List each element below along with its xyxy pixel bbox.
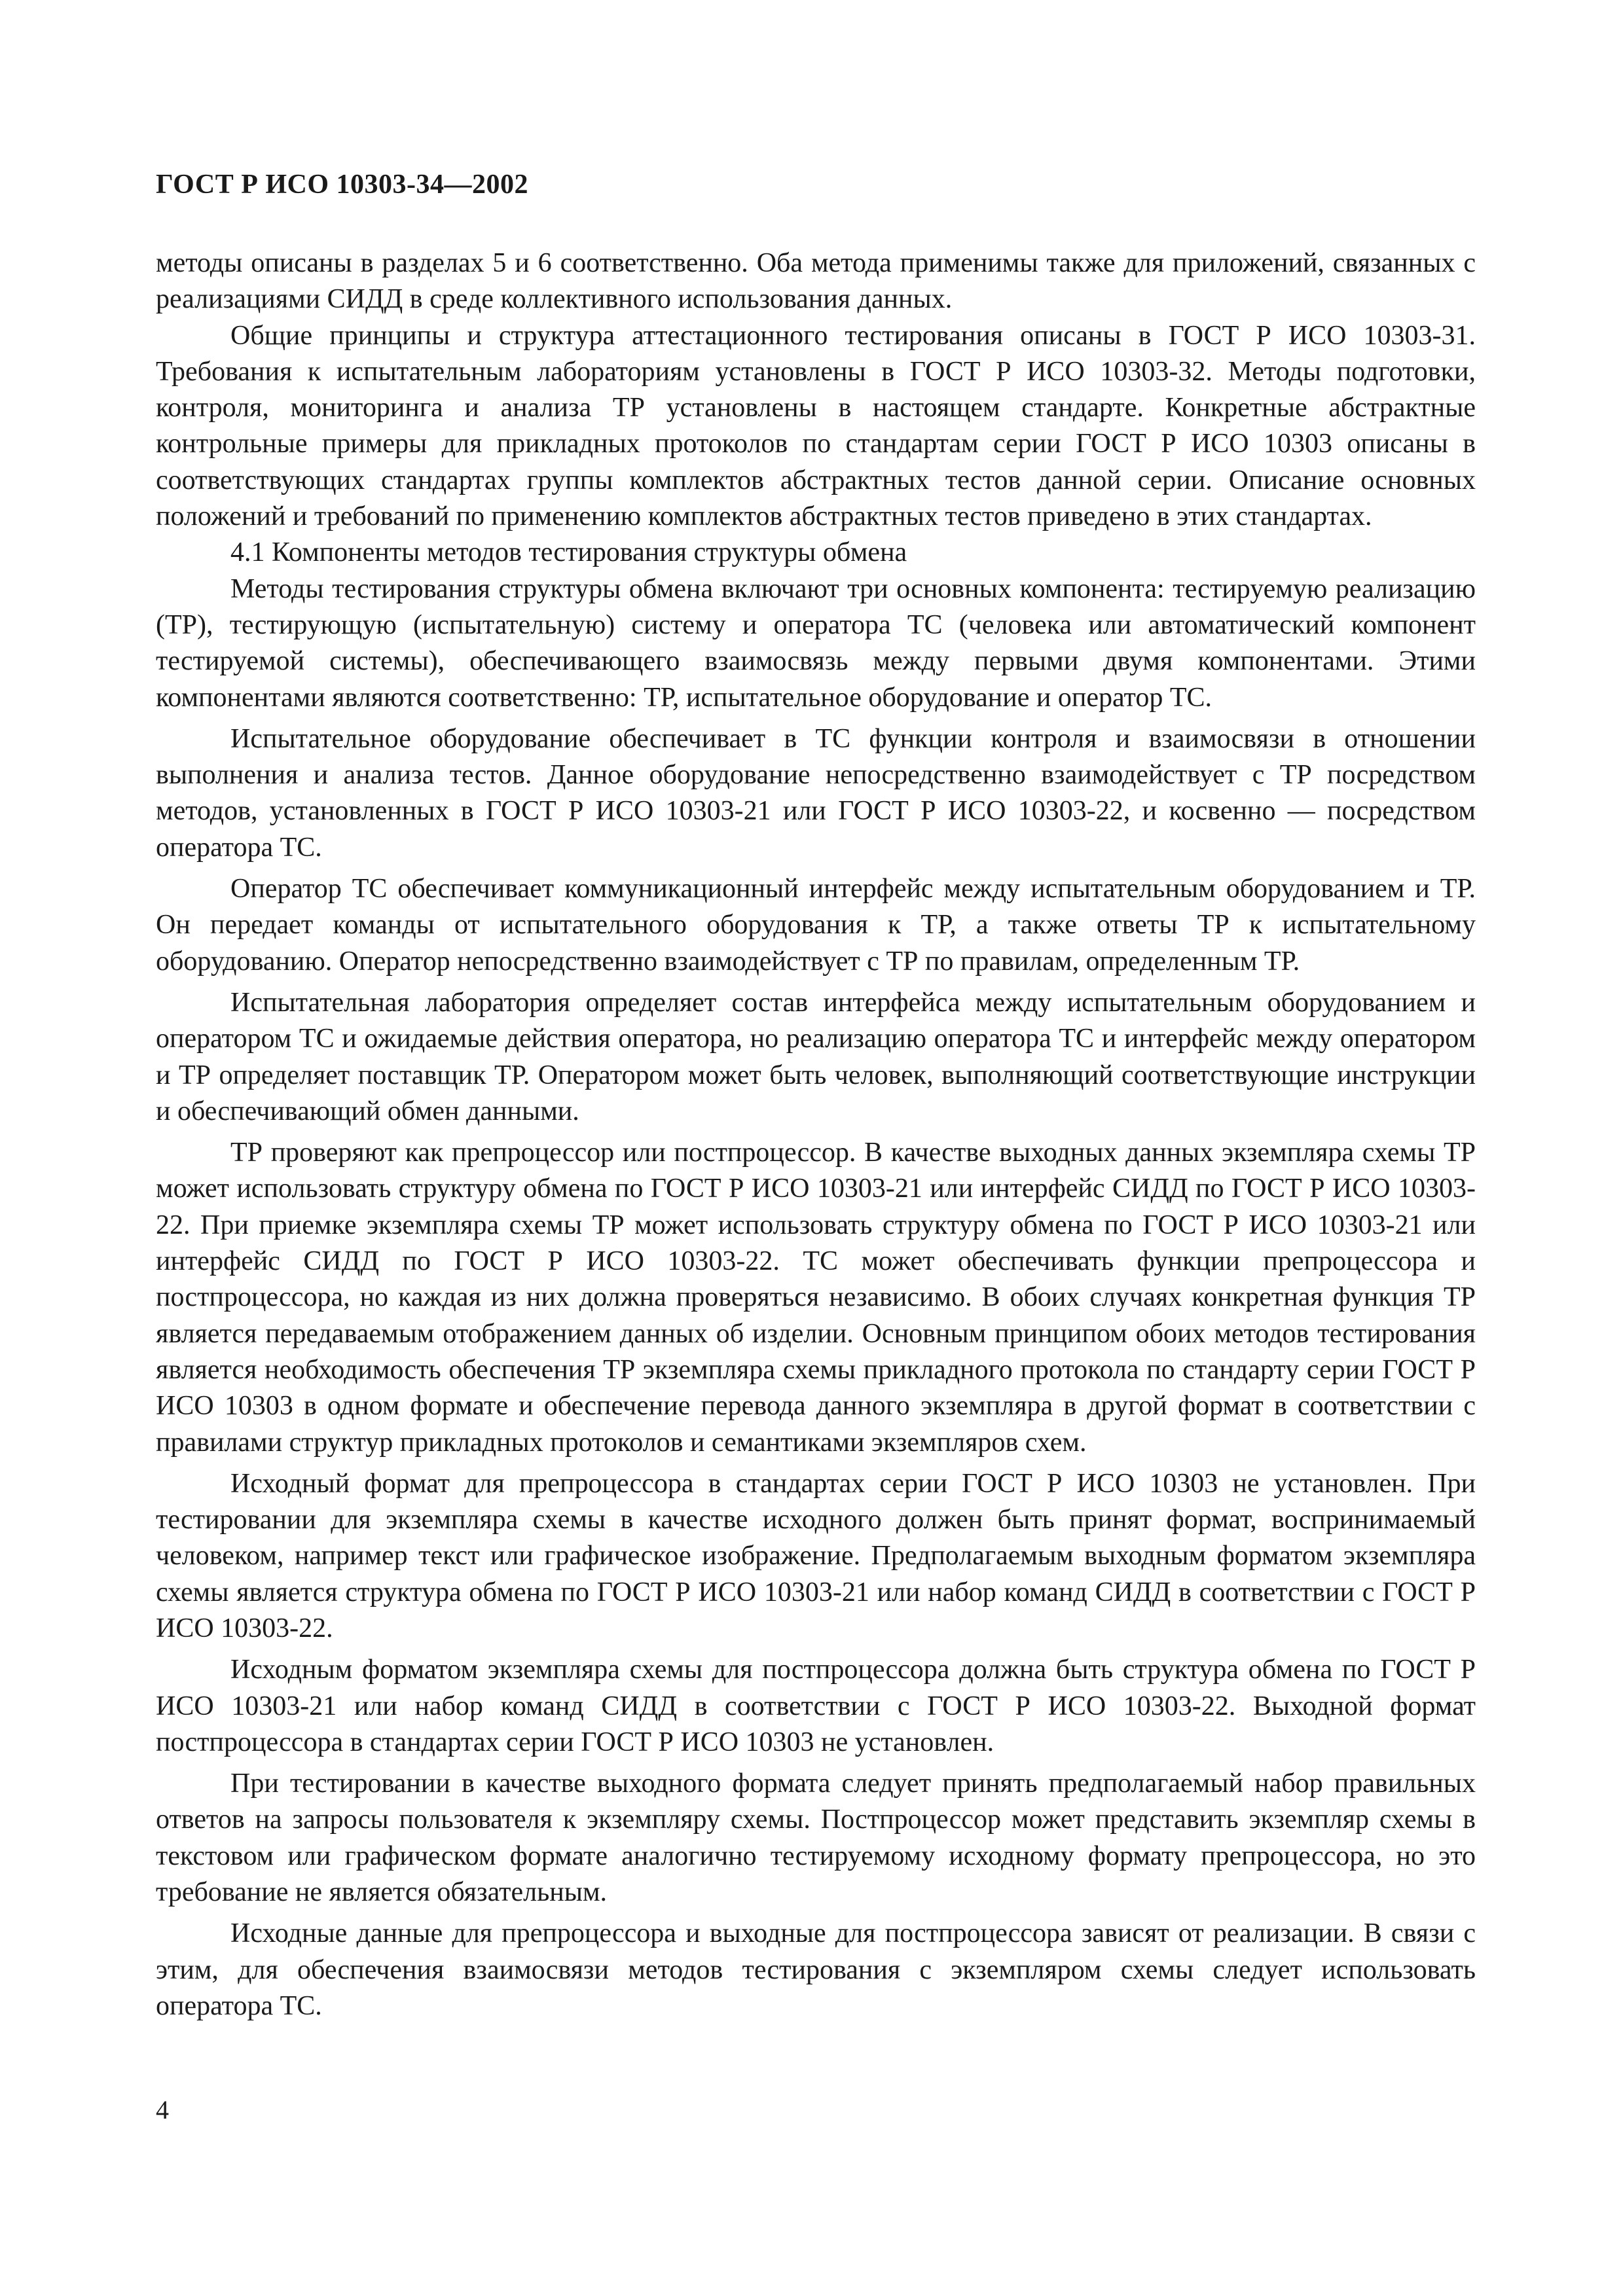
paragraph: ТР проверяют как препроцессор или постпроцессор. В качестве выходных данных экземпляра схемы ТР может использовать структуру обмена по ГОСТ Р ИСО 10303-21 или интерфейс СИДД по ГОСТ Р ИСО 10303-22. При приемке экземпляра схемы ТР может использовать структуру обмена по ГОСТ Р ИСО 10303-21 или интерфейс СИДД по ГОСТ Р ИСО 10303-22. ТС может обеспечивать функции препроцессора и постпроцессора, но каждая из них должна проверяться независимо. В обоих случаях конкретная функция ТР является передаваемым отображением данных об изделии. Основным принципом обоих методов тестирования является необходимость обеспечения ТР экземпляра схемы прикладного протокола по стандарту серии ГОСТ Р ИСО 10303 в одном формате и обеспечение перевода данного экземпляра в другой формат в соответствии с правилами структур прикладных протоколов и семантиками экземпляров схем. bbox=[156, 1138, 1476, 1458]
paragraph: Исходный формат для препроцессора в стандартах серии ГОСТ Р ИСО 10303 не установлен. При тестировании для экземпляра схемы в качестве исходного должен быть принят формат, воспринимаемый человеком, например текст или графическое изображение. Предполагаемым выходным форматом экземпляра схемы является структура обмена по ГОСТ Р ИСО 10303-21 или набор команд СИДД в соответствии с ГОСТ Р ИСО 10303-22. bbox=[156, 1468, 1476, 1643]
paragraph: Общие принципы и структура аттестационного тестирования описаны в ГОСТ Р ИСО 10303-31. Требования к испытательным лабораториям установлены в ГОСТ Р ИСО 10303-32. Методы подготовки, контроля, мониторинга и анализа ТР установлены в настоящем стандарте. Конкретные абстрактные контрольные примеры для прикладных протоколов по стандартам серии ГОСТ Р ИСО 10303 описаны в соответствующих стандартах группы комплектов абстрактных тестов данной серии. Описание основных положений и требований по применению комплектов абстрактных тестов приведено в этих стандартах. bbox=[156, 320, 1476, 532]
section-heading: 4.1 Компоненты методов тестирования структуры обмена bbox=[230, 537, 907, 568]
body-text bbox=[156, 245, 1476, 2024]
document-header: ГОСТ Р ИСО 10303-34—2002 bbox=[156, 170, 529, 200]
paragraph: Испытательная лаборатория определяет состав интерфейса между испытательным оборудованием и оператором ТС и ожидаемые действия оператора, но реализацию оператора ТС и интерфейс между оператором и ТР определяет поставщик ТР. Оператором может быть человек, выполняющий соответствующие инструкции и обеспечивающий обмен данными. bbox=[156, 987, 1476, 1126]
paragraph: При тестировании в качестве выходного формата следует принять предполагаемый набор правильных ответов на запросы пользователя к экземпляру схемы. Постпроцессор может представить экземпляр схемы в текстовом или графическом формате аналогично тестируемому исходному формату препроцессора, но это требование не является обязательным. bbox=[156, 1768, 1476, 1908]
page-number: 4 bbox=[156, 2095, 169, 2125]
paragraph: Испытательное оборудование обеспечивает в ТС функции контроля и взаимосвязи в отношении выполнения и анализа тестов. Данное оборудование непосредственно взаимодействует с ТР посредством методов, установленных в ГОСТ Р ИСО 10303-21 или ГОСТ Р ИСО 10303-22, и косвенно — посредством оператора ТС. bbox=[156, 723, 1476, 863]
paragraph: Исходным форматом экземпляра схемы для постпроцессора должна быть структура обмена по ГОСТ Р ИСО 10303-21 или набор команд СИДД в соответствии с ГОСТ Р ИСО 10303-22. Выходной формат постпроцессора в стандартах серии ГОСТ Р ИСО 10303 не установлен. bbox=[156, 1655, 1476, 1757]
paragraph: Оператор ТС обеспечивает коммуникационный интерфейс между испытательным оборудованием и ТР. Он передает команды от испытательного оборудования к ТР, а также ответы ТР к испытательному оборудованию. Оператор непосредственно взаимодействует с ТР по правилам, определенным ТР. bbox=[156, 874, 1476, 977]
paragraph: Исходные данные для препроцессора и выходные для постпроцессора зависят от реализации. В связи с этим, для обеспечения взаимосвязи методов тестирования с экземпляром схемы следует использовать оператора ТС. bbox=[156, 1918, 1476, 2021]
paragraph: методы описаны в разделах 5 и 6 соответственно. Оба метода применимы также для приложений, связанных с реализациями СИДД в среде коллективного использования данных. bbox=[156, 248, 1476, 315]
paragraph: Методы тестирования структуры обмена включают три основных компонента: тестируемую реализацию (ТР), тестирующую (испытательную) систему и оператора ТС (человека или автоматический компонент тестируемой системы), обеспечивающего взаимосвязь между первыми двумя компонентами. Этими компонентами являются соответственно: ТР, испытательное оборудование и оператор ТС. bbox=[156, 573, 1476, 713]
